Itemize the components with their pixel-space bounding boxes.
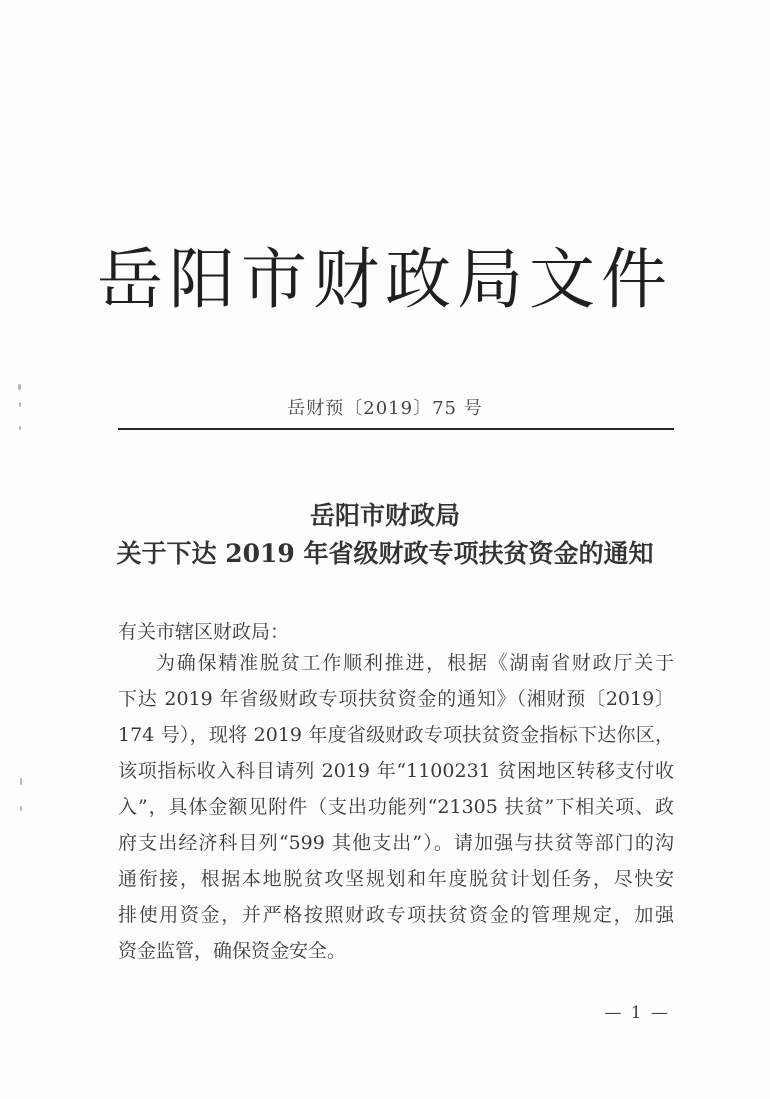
notice-heading-subject: 关于下达 2019 年省级财政专项扶贫资金的通知: [116, 539, 654, 568]
body-line: 为确保精准脱贫工作顺利推进，根据《湖南省财政厅关于: [156, 652, 674, 674]
body-paragraph: [118, 645, 674, 969]
body-line: 174 号），现将 2019 年度省级财政专项扶贫资金指标下达你区，: [118, 724, 674, 746]
scan-speck: [19, 426, 21, 430]
scan-speck: [18, 384, 21, 390]
body-line: 该项指标收入科目请列 2019 年“1100231 贫困地区转移支付收: [118, 760, 674, 782]
body-line: 资金监管，确保资金安全。: [118, 940, 347, 962]
document-title: 岳阳市财政局文件: [97, 241, 673, 318]
salutation: 有关市辖区财政局：: [118, 621, 290, 643]
document-number: 岳财预〔2019〕75 号: [287, 398, 483, 419]
body-line: 排使用资金，并严格按照财政专项扶贫资金的管理规定，加强: [118, 904, 674, 926]
notice-heading-issuer: 岳阳市财政局: [309, 501, 460, 530]
scan-speck: [19, 402, 21, 407]
body-line: 府支出经济科目列“599 其他支出”）。请加强与扶贫等部门的沟: [118, 832, 674, 854]
header-divider: [118, 428, 674, 430]
scan-speck: [20, 778, 22, 785]
body-line: 下达 2019 年省级财政专项扶贫资金的通知》（湘财预〔2019〕: [118, 688, 674, 710]
page-number: — 1 —: [604, 1003, 670, 1023]
scan-speck: [20, 806, 22, 811]
body-line: 通衔接，根据本地脱贫攻坚规划和年度脱贫计划任务，尽快安: [118, 868, 674, 890]
body-line: 入”，具体金额见附件（支出功能列“21305 扶贫”下相关项、政: [118, 796, 674, 818]
